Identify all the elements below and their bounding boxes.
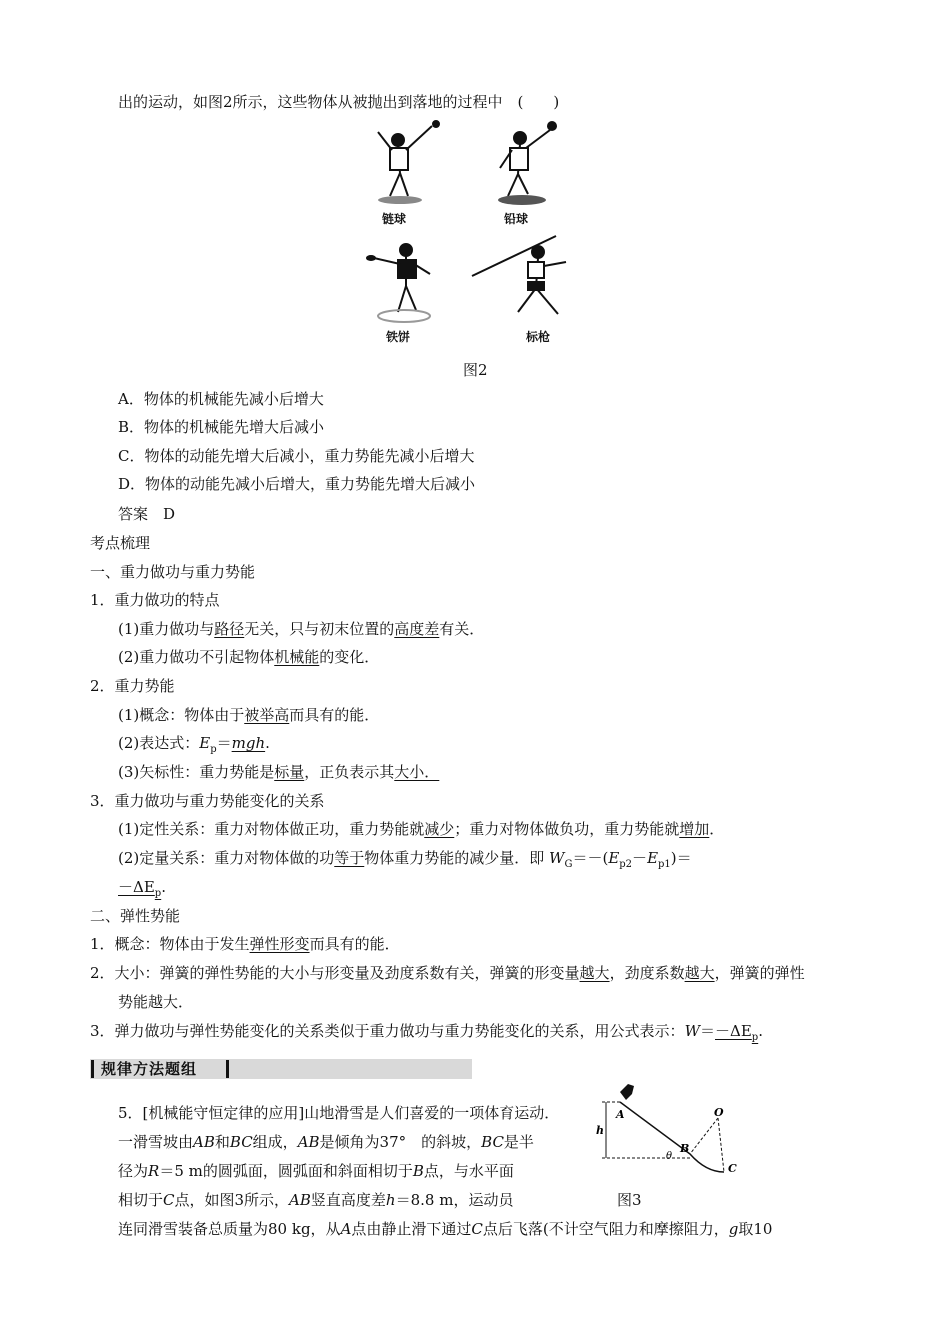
s2-p3: 3．弹力做功与弹性势能变化的关系类似于重力做功与重力势能变化的关系，用公式表示：$W=-\Delta E_p$. — [90, 1022, 763, 1043]
ski-slope-diagram — [594, 1080, 754, 1180]
s1-p1b: (2)重力做功不引起物体机械能的变化． — [118, 648, 380, 666]
section-header-mark-left — [91, 1060, 94, 1078]
fig3-caption: 图3 — [617, 1191, 642, 1209]
label-A: A — [616, 1108, 625, 1121]
section-header-title: 规律方法题组 — [101, 1060, 198, 1078]
option-c: C．物体的动能先增大后减小，重力势能先减小后增大 — [118, 447, 475, 465]
s1-p1a: (1)重力做功与路径无关，只与初末位置的高度差有关． — [118, 620, 485, 638]
q5-line-2: 一滑雪坡由AB和BC组成，AB是倾角为37° 的斜坡，BC是半 — [118, 1133, 534, 1151]
q5-line-3: 径为R＝5 m的圆弧面，圆弧面和斜面相切于B点，与水平面 — [118, 1162, 514, 1180]
fig2-label-javelin: 标枪 — [526, 330, 551, 344]
label-theta: θ — [666, 1151, 673, 1162]
s1-p3-title: 3．重力做功与重力势能变化的关系 — [90, 792, 325, 810]
label-h: h — [596, 1124, 604, 1137]
discus-thrower-figure — [367, 244, 430, 322]
q5-line-1: 5．[机械能守恒定律的应用]山地滑雪是人们喜爱的一项体育运动． — [118, 1104, 560, 1122]
s2-p2: 2．大小：弹簧的弹性势能的大小与形变量及劲度系数有关，弹簧的形变量越大，劲度系数越大，弹簧的弹性 — [90, 964, 805, 982]
section-2-title: 二、弹性势能 — [90, 907, 181, 925]
s1-p3c: $-\Delta E_p$. — [118, 878, 166, 899]
label-B: B — [680, 1142, 690, 1155]
s2-p1: 1．概念：物体由于发生弹性形变而具有的能． — [90, 935, 400, 953]
s1-p2c: (3)矢标性：重力势能是标量，正负表示其大小． — [118, 763, 440, 781]
shot-putter-figure — [498, 122, 556, 205]
hammer-thrower-figure — [378, 121, 439, 204]
fig2-label-shot: 铅球 — [504, 212, 529, 226]
fig2-caption: 图2 — [463, 361, 488, 379]
s1-p1-title: 1．重力做功的特点 — [90, 591, 220, 609]
answer: 答案 D — [118, 505, 176, 523]
figure-3 — [594, 1080, 754, 1180]
s1-p2a: (1)概念：物体由于被举高而具有的能． — [118, 706, 380, 724]
kd-title: 考点梳理 — [90, 534, 151, 552]
skier-icon — [620, 1084, 634, 1100]
question-intro: 出的运动，如图2所示，这些物体从被抛出到落地的过程中 ( ) — [118, 93, 560, 111]
label-C: C — [728, 1162, 737, 1175]
section-header-mark-right — [226, 1060, 229, 1078]
s1-p2-title: 2．重力势能 — [90, 677, 175, 695]
figure-2 — [360, 118, 600, 350]
javelin-thrower-figure — [472, 236, 566, 314]
s1-p3b: (2)定量关系：重力对物体做的功等于物体重力势能的减少量．即 $W_G=-(E_{p2}-E_{p1})=$ — [118, 849, 692, 870]
option-b: B．物体的机械能先增大后减小 — [118, 418, 325, 436]
s2-p2b: 势能越大． — [118, 993, 194, 1011]
label-O: O — [714, 1106, 724, 1119]
s1-p2b: (2)表达式：$E_p=mgh$. — [118, 734, 270, 755]
s1-p3a: (1)定性关系：重力对物体做正功，重力势能就减少；重力对物体做负功，重力势能就增加． — [118, 820, 725, 838]
fig2-label-hammer: 链球 — [382, 212, 407, 226]
option-d: D．物体的动能先减小后增大，重力势能先增大后减小 — [118, 475, 476, 493]
q5-line-5: 连同滑雪装备总质量为80 kg，从A点由静止滑下通过C点后飞落(不计空气阻力和摩擦阻力，g取10 — [118, 1220, 773, 1238]
option-a: A．物体的机械能先减小后增大 — [118, 390, 324, 408]
section-1-title: 一、重力做功与重力势能 — [90, 563, 256, 581]
athletes-illustration — [360, 118, 600, 350]
q5-line-4: 相切于C点，如图3所示，AB竖直高度差h＝8.8 m，运动员 — [118, 1191, 514, 1209]
fig2-label-discus: 铁饼 — [386, 330, 411, 344]
